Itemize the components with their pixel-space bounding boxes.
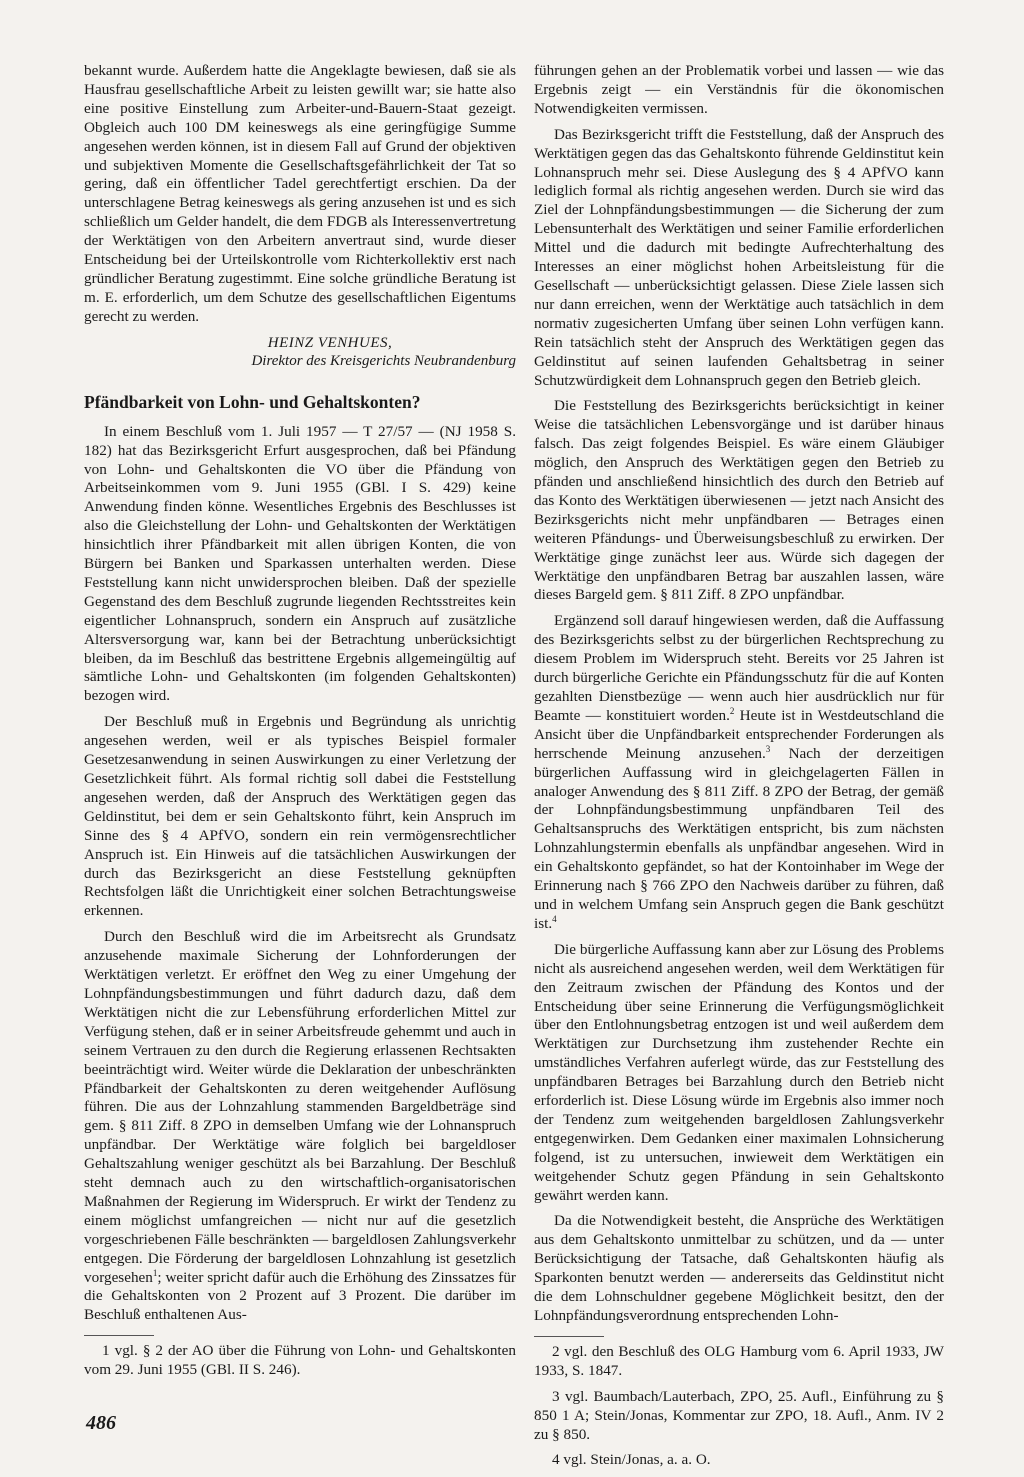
author-signature xyxy=(84,334,516,371)
body-paragraph: führungen gehen an der Problematik vorbei und lassen — wie das Ergebnis zeigt — ein Verständnis für die ökonomischen Notwendigkeiten vermissen. xyxy=(534,62,944,117)
paragraph-text: Ergänzend soll darauf hingewiesen werden, daß die Auffassung des Bezirksgerichts selbst zu der bürgerlichen Rechtsprechung zu diesem Problem im Widerspruch steht. Bereits vor 25 Jahren ist durch bürgerliche Gerichte ein Pfändungsschutz für die auf Konten gezahlten Dienstbezüge — wenn auch hier ausdrücklich nur für Beamte — konstituiert worden. xyxy=(534,612,944,724)
signature-name: HEINZ VENHUES, xyxy=(267,334,393,351)
footnote-marker: 1 xyxy=(152,1267,158,1278)
footnote: 3 vgl. Baumbach/Lauterbach, ZPO, 25. Aufl., Einführung zu § 850 1 A; Stein/Jonas, Kommentar zur ZPO, 18. Aufl., Anm. IV 2 zu § 850. xyxy=(534,1387,944,1443)
footnote: 4 vgl. Stein/Jonas, a. a. O. xyxy=(552,1451,711,1469)
paragraph-text: ; weiter spricht dafür auch die Erhöhung des Zinssatzes für die Gehaltskonten von 2 Prozent auf 3 Prozent. Die darüber im Beschluß enthaltenen Aus- xyxy=(84,1268,516,1324)
paragraph-text: Durch den Beschluß wird die im Arbeitsrecht als Grundsatz anzusehende maximale Sicherung der Lohnforderungen der Werktätigen verletzt. Er eröffnet den Weg zu einer Umgehung der Lohnpfändungsbestimmungen und führt dadurch dazu, daß dem Werktätigen nicht die zur Lebensführung erforderlichen Mittel zur Verfügung stehen, daß er in seiner Arbeitsfreude gehemmt und auch in seinem Vertrauen zu den durch die Regierung erlassenen Rechtsakten beeinträchtigt wird. Weiter würde die Deklaration der unbeschränkten Pfändbarkeit der Gehaltskonten zu deren weitgehender Auflösung führen. Die aus der Lohnzahlung stammenden Bargeldbeträge sind gem. § 811 Ziff. 8 ZPO in demselben Umfang wie der Lohnanspruch unpfändbar. Der Werktätige wäre folglich bei bargeldloser Gehaltszahlung weniger geschützt als bei Barzahlung. Der Beschluß steht demnach auch zu den wirtschaftlich-organisatorischen Maßnahmen der Regierung im Widerspruch. Er wirkt der Tendenz zu einem möglichst umfangreichen — nicht nur auf die gesetzlich vorgeschriebenen Fälle beschränkten — bargeldlosen Zahlungsverkehr entgegen. Die Förderung der bargeldlosen Lohnzahlung ist gesetzlich vorgesehen xyxy=(84,928,516,1286)
body-paragraph: Da die Notwendigkeit besteht, die Ansprüche des Werktätigen aus dem Gehaltskonto unmittelbar zu schützen, und da — unter Berücksichtigung der Tatsache, daß Gehaltskonten häufig als Sparkonten benutzt werden — andererseits das Geldinstitut nicht die dem Lohnschuldner gegebene Möglichkeit besitzt, den der Lohnpfändungsverordnung entsprechenden Lohn- xyxy=(534,1212,944,1324)
body-paragraph: Das Bezirksgericht trifft die Feststellung, daß der Anspruch des Werktätigen gegen das das Gehaltskonto führende Geldinstitut kein Lohnanspruch mehr sei. Diese Auslegung des § 4 APfVO kann lediglich formal als richtig angesehen werden. Durch sie wird das Ziel der Lohnpfändungsbestimmungen — die Sicherung der zum Lebensunterhalt des Werktätigen und seiner Familie erforderlichen Mittel und die dadurch mit bedingte Aufrechterhaltung des Interesses an einer möglichst hohen Arbeitsleistung für die Gesellschaft — unberücksichtigt gelassen. Diese Ziele lassen sich nur dann erreichen, wenn der Werktätige auch tatsächlich in dem normativ zugesicherten Umfang über seinen Lohn verfügen kann. Rein tatsächlich steht der Anspruch des Werktätigen gegen das Geldinstitut auf seinen laufenden Gehaltsbetrag in seiner Schutzwürdigkeit dem Lohnanspruch gegen den Betrieb gleich. xyxy=(534,125,944,389)
signature-role: Direktor des Kreisgerichts Neubrandenburg xyxy=(251,353,516,370)
footnote-marker: 3 xyxy=(765,743,771,754)
footnote-divider xyxy=(84,1335,154,1336)
footnote: 1 vgl. § 2 der AO über die Führung von Lohn- und Gehaltskonten vom 29. Juni 1955 (GBl. II S. 246). xyxy=(84,1342,516,1379)
body-paragraph xyxy=(84,928,516,1325)
footnote-marker: 2 xyxy=(729,705,735,716)
body-paragraph xyxy=(534,612,944,933)
intro-paragraph: bekannt wurde. Außerdem hatte die Angeklagte bewiesen, daß sie als Hausfrau gesellschaftliche Arbeit zu leisten gewillt war; sie hatte also eine positive Einstellung zum Arbeiter-und-Bauern-Staat gezeigt. Obgleich auch 100 DM keineswegs als eine geringfügige Summe angesehen werden können, ist in diesem Fall auf Grund der objektiven und subjektiven Momente die Gesellschaftsgefährlichkeit der Tat so gering, daß ein öffentlicher Tadel gerechtfertigt erschien. Da der unterschlagene Betrag keineswegs als gering anzusehen ist und es sich schließlich um Gelder handelt, die dem FDGB als Interessenvertretung der Werktätigen von den Arbeitern anvertraut sind, wurde dieser Entscheidung bei der Urteilskontrolle vom Richterkollektiv erst nach gründlicher Beratung zugestimmt. Eine solche gründliche Beratung ist m. E. erforderlich, um dem Schutze des gesellschaftlichen Eigentums gerecht zu werden. xyxy=(84,62,516,325)
body-paragraph: Der Beschluß muß in Ergebnis und Begründung als unrichtig angesehen werden, weil er als typisches Beispiel formaler Gesetzesanwendung in seinen Auswirkungen zu einer Verletzung der Gesetzlichkeit führt. Als formal richtig soll dabei die Feststellung angesehen werden, daß der Anspruch des Werktätigen gegen das Geldinstitut, bei dem er sein Gehaltskonto führt, kein Anspruch im Sinne des § 4 APfVO, sondern ein rein vermögensrechtlicher Anspruch ist. Ein Hinweis auf die tatsächlichen Auswirkungen der durch das Bezirksgericht an diese Feststellung geknüpften Rechtsfolgen läßt die Unrichtigkeit einer solchen Betrachtungsweise erkennen. xyxy=(84,713,516,920)
footnote: 2 vgl. den Beschluß des OLG Hamburg vom 6. April 1933, JW 1933, S. 1847. xyxy=(534,1342,944,1379)
body-paragraph: In einem Beschluß vom 1. Juli 1957 — T 27/57 — (NJ 1958 S. 182) hat das Bezirksgericht Erfurt ausgesprochen, daß bei Pfändung von Lohn- und Gehaltskonten die VO über die Pfändung von Arbeitseinkommen vom 9. Juni 1955 (GBl. I S. 429) keine Anwendung finden könne. Wesentliches Ergebnis des Beschlusses ist also die Gleichstellung der Lohn- und Gehaltskonten der Werktätigen hinsichtlich ihrer Pfändbarkeit mit allen übrigen Konten, die von Bürgern bei Banken und Sparkassen unterhalten werden. Diese Feststellung kann nicht unwidersprochen bleiben. Daß der spezielle Gegenstand des dem Beschluß zugrunde liegenden Rechtsstreites kein eigentlicher Lohnanspruch, sondern ein Anspruch auf zusätzliche Altersversorgung war, kann bei der Betrachtung unberücksichtigt bleiben, da im Beschluß das bestrittene Ergebnis allgemeingültig auf sämtliche Lohn- und Gehaltskonten (im folgenden Gehaltskonten) bezogen wird. xyxy=(84,422,516,705)
paragraph-text: Nach der derzeitigen bürgerlichen Auffassung wird in gleichgelagerten Fällen in analoger Anwendung des § 811 Ziff. 8 ZPO der Betrag, der gemäß der Lohnpfändungsbestimmung unpfändbaren Teil des Gehaltsanspruchs des Werktätigen entspricht, bis zum nächsten Lohnzahlungstermin ebenfalls als unpfändbar angesehen. Wird in ein Gehaltskonto gepfändet, so hat der Kontoinhaber im Wege der Erinnerung nach § 766 ZPO den Nachweis darüber zu führen, daß und in welchem Umfang sein Anspruch gegen die Bank geschützt ist. xyxy=(534,744,945,932)
paragraph-text: Heute ist in Westdeutschland die Ansicht über die Unpfändbarkeit entsprechender Forderungen als herrschende Meinung anzusehen. xyxy=(534,706,944,762)
body-paragraph: Die Feststellung des Bezirksgerichts berücksichtigt in keiner Weise die tatsächlichen Lebensvorgänge und ist darüber hinaus falsch. Das zeigt folgendes Beispiel. Es wäre einem Gläubiger möglich, den Anspruch des Werktätigen gegen den Betrieb zu pfänden und anschließend hinsichtlich des durch den Betrieb auf das Konto des Werktätigen überwiesenen — jetzt nach Ansicht des Bezirksgerichts nicht mehr unpfändbaren — Betrages einen weiteren Pfändungs- und Überweisungsbeschluß zu erwirken. Der Werktätige ginge zunächst leer aus. Würde sich dagegen der Werktätige den unpfändbaren Betrag bar auszahlen lassen, wäre dieses Bargeld gem. § 811 Ziff. 8 ZPO unpfändbar. xyxy=(534,397,944,604)
article-headline: Pfändbarkeit von Lohn- und Gehaltskonten? xyxy=(84,391,421,412)
left-column xyxy=(84,62,516,1387)
footnote-marker: 4 xyxy=(552,913,557,924)
page-number: 486 xyxy=(86,1412,116,1434)
right-column xyxy=(534,62,944,1477)
footnote-divider xyxy=(534,1336,604,1337)
body-paragraph: Die bürgerliche Auffassung kann aber zur Lösung des Problems nicht als ausreichend angesehen werden, weil dem Werktätigen für den Zeitraum zwischen der Pfändung des Kontos und der Entscheidung über seine Erinnerung die Verfügungsmöglichkeit über den Entlohnungsbetrag entzogen ist und weil außerdem dem Werktätigen zur Durchsetzung ihm zustehender Rechte ein umständliches Verfahren auferlegt würde, das zur Feststellung des unpfändbaren Betrages bei Barzahlung durch den Betrieb nicht erforderlich ist. Diese Lösung würde im Ergebnis also immer noch der Tendenz zum weitgehenden bargeldlosen Zahlungsverkehr entgegenwirken. Dem Gedanken einer maximalen Lohnsicherung folgend, ist zu untersuchen, inwieweit dem Werktätigen ein weitgehender Schutz gegen Pfändung in sein Gehaltskonto gewährt werden kann. xyxy=(534,940,944,1204)
